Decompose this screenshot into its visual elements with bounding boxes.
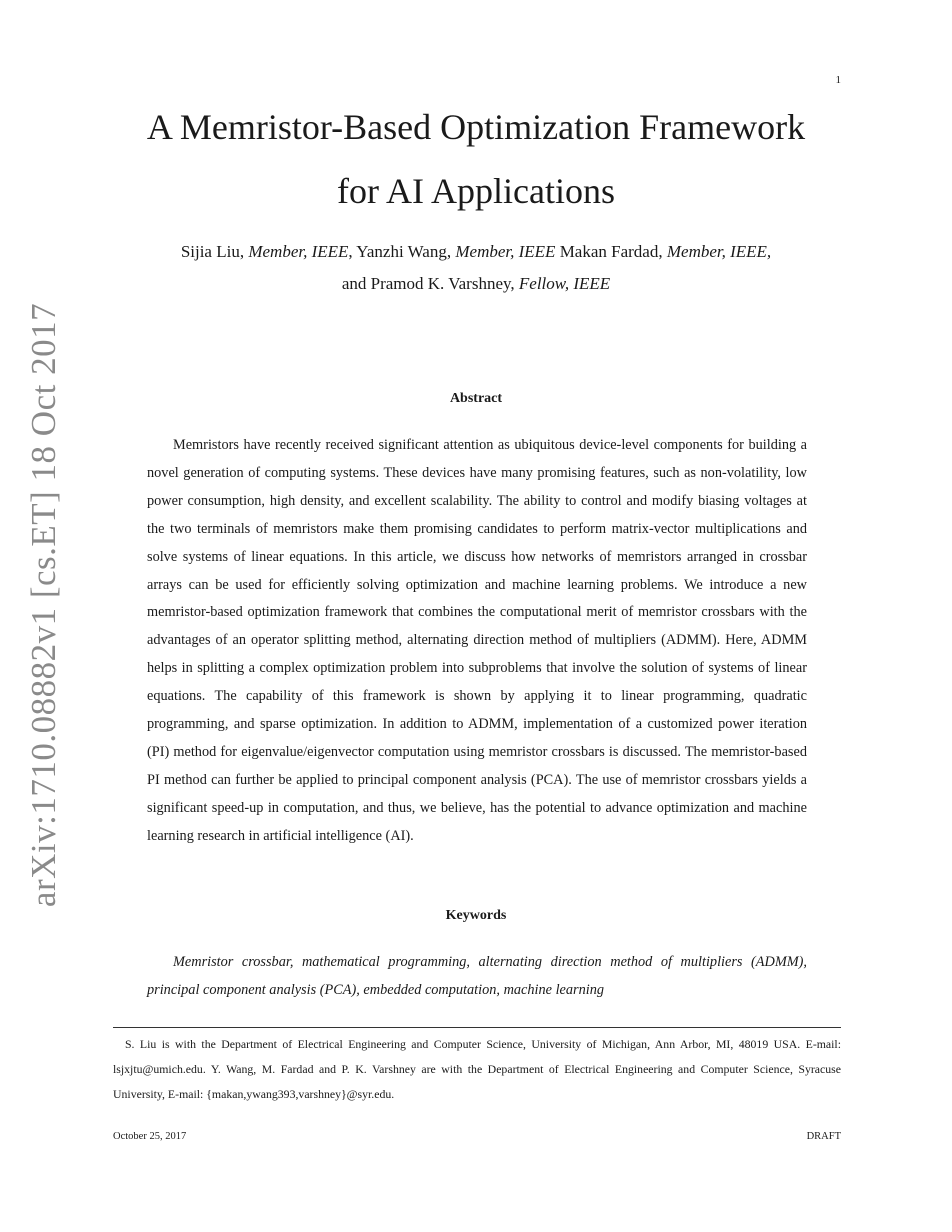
page-number: 1 [835,74,841,86]
affiliation-footnote: S. Liu is with the Department of Electrical Engineering and Computer Science, University of Michigan, Ann Arbor, MI, 48019 USA. E-mail: lsjxjtu@umich.edu. Y. Wang, M. Fardad and P. K. Varshney are with the Department of Electrical Engineering and Computer Science, Syracuse University, E-mail: {makan,ywang393,varshney}@syr.edu. [113,1037,841,1101]
footer-draft-label: DRAFT [806,1131,841,1142]
title-line-2: for AI Applications [337,171,615,211]
author-4-name: and Pramod K. Varshney, [341,274,519,293]
author-1-name: Sijia Liu, [180,242,249,261]
author-list [0,236,952,300]
keywords-heading: Keywords [445,908,507,923]
footnote-divider [113,1027,841,1028]
author-4-role: Fellow, IEEE [518,274,611,293]
arxiv-identifier: arXiv:1710.08882v1 [cs.ET] 18 Oct 2017 [24,302,63,908]
author-1-role: Member, IEEE [248,242,349,261]
abstract-heading: Abstract [449,391,503,406]
author-line-1 [0,236,952,268]
author-line-2 [0,268,952,300]
paper-title [0,95,952,223]
author-3-role: Member, IEEE, [666,242,772,261]
author-3-name: Makan Fardad, [555,242,667,261]
author-2-name: , Yanzhi Wang, [348,242,456,261]
footer-date: October 25, 2017 [113,1131,187,1142]
abstract-body: Memristors have recently received significant attention as ubiquitous device-level components for building a novel generation of computing systems. These devices have many promising features, such as non-volatility, low power consumption, high density, and excellent scalability. The ability to control and modify biasing voltages at the two terminals of memristors make them promising candidates to perform matrix-vector multiplications and solve systems of linear equations. In this article, we discuss how networks of memristors arranged in crossbar arrays can be used for efficiently solving optimization and machine learning problems. We introduce a new memristor-based optimization framework that combines the computational merit of memristor crossbars with the advantages of an operator splitting method, alternating direction method of multipliers (ADMM). Here, ADMM helps in splitting a complex optimization problem into subproblems that involve the solution of systems of linear equations. The capability of this framework is shown by applying it to linear programming, quadratic programming, and sparse optimization. In addition to ADMM, implementation of a customized power iteration (PI) method for eigenvalue/eigenvector computation using memristor crossbars is discussed. The memristor-based PI method can further be applied to principal component analysis (PCA). The use of memristor crossbars yields a significant speed-up in computation, and thus, we believe, has the potential to advance optimization and machine learning research in artificial intelligence (AI). [147,437,807,844]
keywords-body: Memristor crossbar, mathematical programming, alternating direction method of multipliers (ADMM), principal component analysis (PCA), embedded computation, machine learning [147,954,807,998]
title-line-1: A Memristor-Based Optimization Framework [146,107,806,147]
author-2-role: Member, IEEE [455,242,556,261]
